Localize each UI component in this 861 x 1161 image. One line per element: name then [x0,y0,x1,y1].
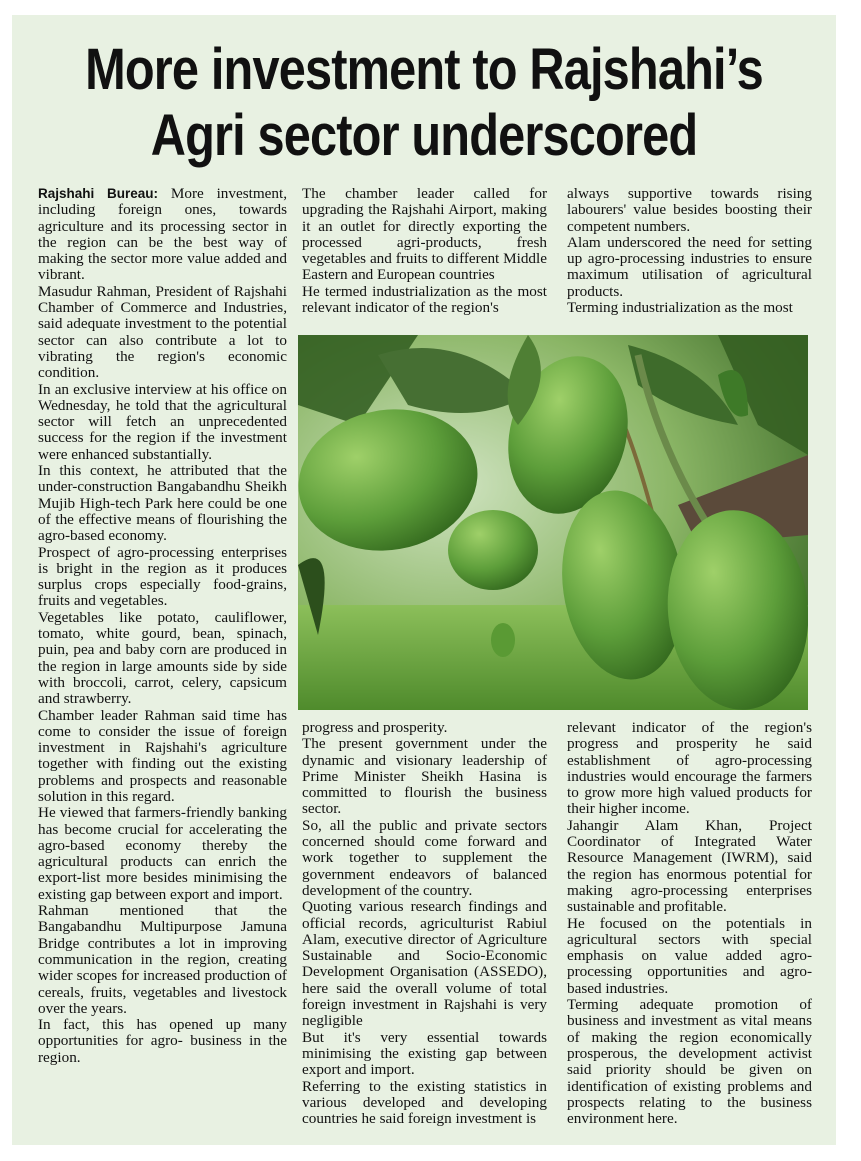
paragraph: In fact, this has opened up many opportunities for agro- business in the region. [38,1016,287,1066]
paragraph: Rahman mentioned that the Bangabandhu Multipurpose Jamuna Bridge contributes a lot in improving communication in the region, creating wider scopes for increased production of cereals, fruits, vegetables and livestock over the years. [38,902,287,1017]
paragraph: He focused on the potentials in agricultural sectors with special emphasis on value added agro-processing opportunities and agro-based industries. [567,914,812,997]
paragraph: Prospect of agro-processing enterprises is bright in the region as it produces surplus crops especially food-grains, fruits and vegetables. [38,543,287,610]
paragraph: always supportive towards rising labourers' value besides boosting their competent numbers. [567,185,812,235]
paragraph: He viewed that farmers-friendly banking has become crucial for accelerating the agro-based economy thereby the agricultural products can enrich the export-list more besides minimising the existing gap between export and import. [38,804,287,903]
article-column-3-top [567,186,812,316]
article-column-1 [38,186,287,1066]
paragraph: But it's very essential towards minimising the existing gap between export and import. [302,1028,547,1079]
paragraph: Terming adequate promotion of business and investment as vital means of making the region economically prosperous, the development activist said priority should be given on identification of existing problems and prospects relating to the business environment here. [567,996,812,1128]
newspaper-clipping [12,15,836,1145]
article-column-2-top [302,186,547,316]
byline: Rajshahi Bureau: [38,186,159,201]
article-column-3-bottom [567,720,812,1127]
paragraph: progress and prosperity. [302,719,448,736]
article-column-2-bottom [302,720,547,1127]
paragraph: Masudur Rahman, President of Rajshahi Chamber of Commerce and Industries, said adequate investment to the potential sector can also contribute a lot to vibrating the region's economic condition. [38,282,287,382]
lead-text: More investment, including foreign ones, towards agriculture and its processing sector in the region can be the best way of making the sector more value added and vibrant. [38,185,288,284]
headline-line-2: Agri sector underscored [150,103,698,168]
paragraph: Quoting various research findings and official records, agriculturist Rabiul Alam, executive director of Agriculture Sustainable and Socio-Economic Development Organisation (ASSEDO), here said the overall volume of total foreign investment in Rajshahi is very negligible [302,898,547,1030]
paragraph: The present government under the dynamic and visionary leadership of Prime Minister Sheikh Hasina is committed to flourish the business sector. [302,735,547,818]
headline-line-1: More investment to Rajshahi’s [85,37,763,102]
paragraph: Chamber leader Rahman said time has come to consider the issue of foreign investment in Rajshahi's agriculture together with finding out the existing problems and prospects and reasonable solution in this regard. [38,706,287,805]
paragraph: He termed industrialization as the most relevant indicator of the region's [302,282,547,317]
paragraph: In an exclusive interview at his office on Wednesday, he told that the agricultural sector will fetch an unprecedented success for the region if the investment were enhanced substantially. [38,380,287,463]
paragraph [38,186,287,284]
paragraph: Referring to the existing statistics in various developed and developing countries he said foreign investment is [302,1077,547,1128]
paragraph: relevant indicator of the region's progress and prosperity he said establishment of agro-processing industries would encourage the farmers to grow more high valued products for their higher income. [567,719,812,818]
paragraph: So, all the public and private sectors concerned should come forward and work together to supplement the government endeavors of balanced development of the country. [302,816,547,899]
mango-photo-illustration [298,335,808,710]
paragraph: Vegetables like potato, cauliflower, tomato, white gourd, bean, spinach, puin, pea and baby corn are produced in the region in large amounts side by side with broccoli, carrot, celery, capsicum and strawberry. [38,608,287,708]
paragraph: In this context, he attributed that the under-construction Bangabandhu Sheikh Mujib High-tech Park here could be one of the effective means of flourishing the agro-based economy. [38,462,287,545]
paragraph: The chamber leader called for upgrading the Rajshahi Airport, making it an outlet for directly exporting the processed agri-products, fresh vegetables and fruits to different Middle Eastern and European countries [302,185,547,284]
paragraph: Terming industrialization as the most [567,299,793,317]
paragraph: Jahangir Alam Khan, Project Coordinator of Integrated Water Resource Management (IWRM), said the region has enormous potential for making agro-processing enterprises sustainable and profitable. [567,816,812,916]
paragraph: Alam underscored the need for setting up agro-processing industries to ensure maximum utilisation of agricultural products. [567,233,812,300]
mango-tree-photo [298,335,808,710]
